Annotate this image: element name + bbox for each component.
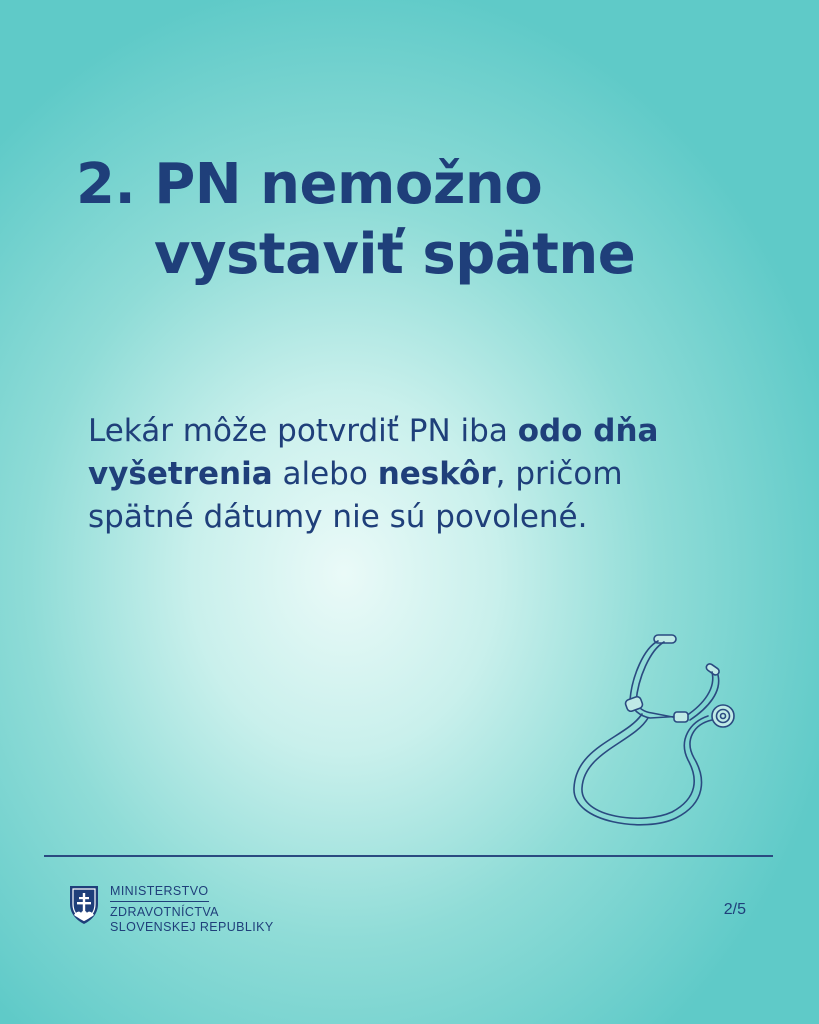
body-text-part-1: Lekár môže potvrdiť PN iba [88, 413, 518, 449]
ministry-line-3: SLOVENSKEJ REPUBLIKY [110, 920, 274, 934]
body-text-part-3: , pričom spätné dátumy nie sú povolené. [88, 456, 623, 535]
body-bold-1: odo dňa vyšetrenia [88, 413, 659, 492]
title-line-1: 2. PN nemožno [76, 152, 543, 217]
title-line-2: vystaviť spätne [154, 222, 636, 287]
ministry-line-2: ZDRAVOTNÍCTVA [110, 905, 219, 919]
slovak-coat-of-arms-icon [68, 884, 100, 926]
body-bold-2: neskôr [377, 456, 496, 492]
page-title [76, 150, 635, 290]
body-text-part-2: alebo [272, 456, 378, 492]
body-paragraph [88, 410, 738, 539]
ministry-logo [68, 884, 274, 935]
stethoscope-icon [566, 628, 746, 833]
page-indicator: 2/5 [723, 901, 746, 918]
ministry-name [110, 884, 274, 935]
ministry-line-1: MINISTERSTVO [110, 884, 209, 902]
footer-divider [44, 855, 773, 857]
